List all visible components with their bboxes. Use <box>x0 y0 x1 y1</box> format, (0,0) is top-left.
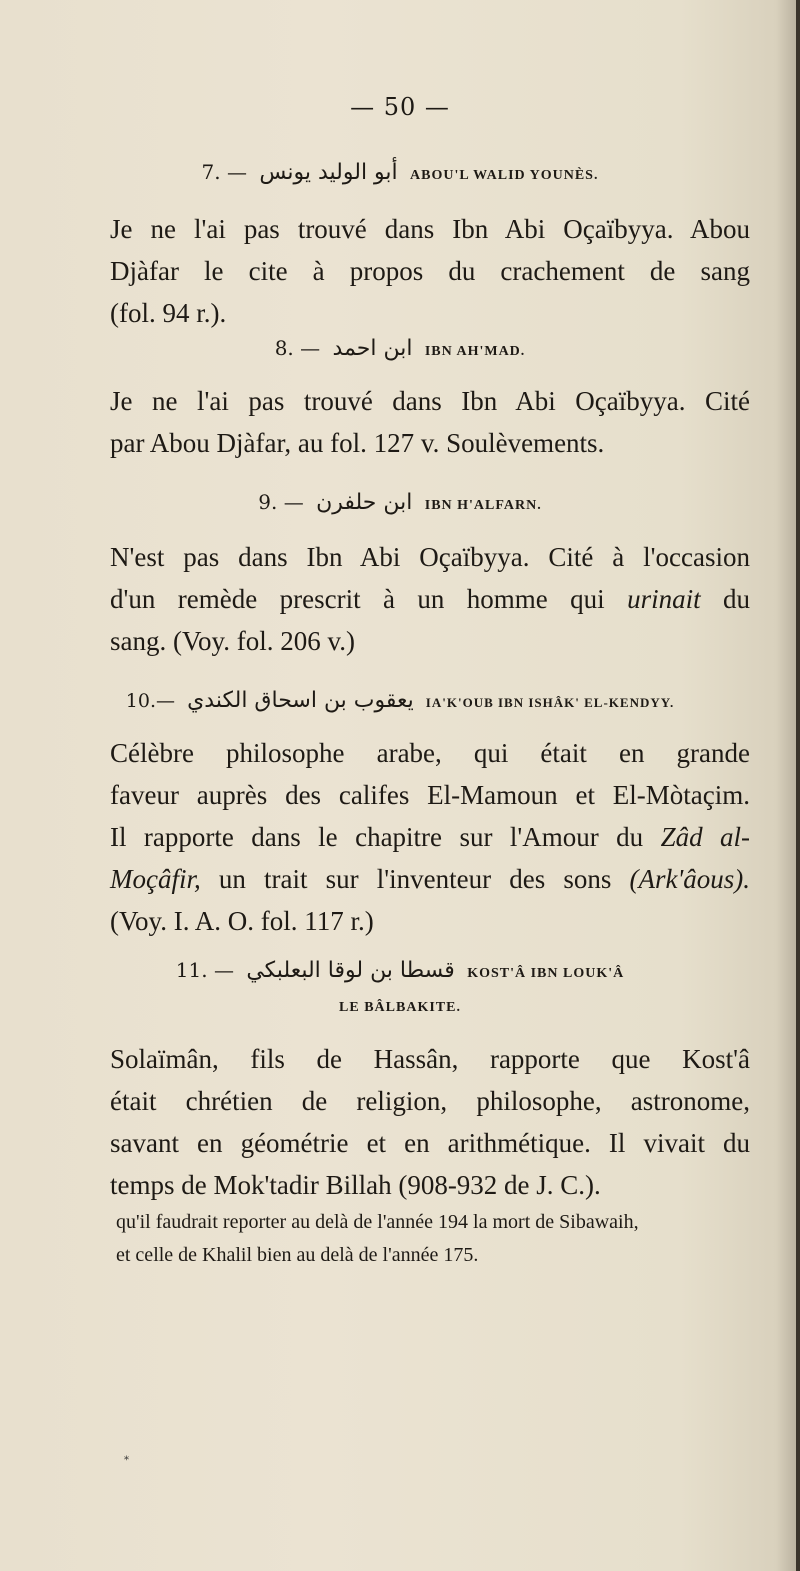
text-line: Célèbre philosophe arabe, qui était en grande <box>110 738 750 768</box>
footnote-line: qu'il faudrait reporter au delà de l'année 194 la mort de Sibawaih, <box>116 1211 639 1233</box>
entry-heading-7 <box>0 160 800 185</box>
italic-title: (Ark'âous). <box>629 864 751 894</box>
text-line: Djàfar le cite à propos du crachement de sang <box>110 256 750 286</box>
text-line: Je ne l'ai pas trouvé dans Ibn Abi Oçaïbyya. Cité <box>110 386 750 416</box>
page-edge <box>796 0 800 1571</box>
text-line: N'est pas dans Ibn Abi Oçaïbyya. Cité à l'occasion <box>110 542 750 572</box>
roman-name: IA'K'OUB IBN ISHÂK' EL-KENDYY. <box>425 695 675 710</box>
italic-word: urinait <box>627 584 701 614</box>
entry-text-7 <box>110 208 750 334</box>
text-line: sang. (Voy. fol. 206 v.) <box>110 626 355 656</box>
text-line: (fol. 94 r.). <box>110 298 227 328</box>
arabic-name: ابن حلفرن <box>316 490 413 515</box>
entry-number: 7. — <box>201 160 247 184</box>
arabic-name: قسطا بن لوقا البعلبكي <box>246 958 455 983</box>
printer-mark: * <box>124 1455 129 1466</box>
text-line: (Voy. I. A. O. fol. 117 r.) <box>110 906 374 936</box>
text-line: Je ne l'ai pas trouvé dans Ibn Abi Oçaïbyya. Abou <box>110 214 750 244</box>
entry-heading-9 <box>0 490 800 515</box>
text-line-with-title <box>110 858 750 900</box>
text-line: temps de Mok'tadir Billah (908-932 de J. C.). <box>110 1170 601 1200</box>
roman-name: IBN H'ALFARN. <box>424 498 542 513</box>
entry-number: 9. — <box>258 490 304 514</box>
text-line: par Abou Djàfar, au fol. 127 v. Soulèvements. <box>110 428 605 458</box>
arabic-name: ابن احمد <box>332 336 413 361</box>
entry-number: 10.— <box>125 690 176 712</box>
text-line: Solaïmân, fils de Hassân, rapporte que Kost'â <box>110 1044 750 1074</box>
roman-name: KOST'Â IBN LOUK'Â <box>467 966 625 981</box>
entry-text-10 <box>110 732 750 942</box>
entry-heading-10 <box>0 688 800 713</box>
entry-subheading-11: LE BÂLBAKITE. <box>339 1000 461 1015</box>
entry-text-8 <box>110 380 750 464</box>
text-line-with-title <box>110 816 750 858</box>
text-fragment: un trait sur l'inventeur des sons <box>218 864 612 894</box>
italic-title: Zâd al- <box>660 822 750 852</box>
entry-number: 8. — <box>274 336 321 360</box>
text-line-with-italic: d'un remède prescrit à un homme qui urinait du <box>110 584 750 614</box>
page-number: — 50 — <box>350 93 450 121</box>
entry-text-11 <box>110 1038 750 1206</box>
text-fragment: Il rapporte dans le chapitre sur l'Amour du <box>110 822 644 852</box>
entry-heading-8 <box>0 336 800 361</box>
entry-number: 11. — <box>175 958 234 982</box>
entry-text-9 <box>110 536 750 662</box>
footnote <box>116 1206 756 1272</box>
entry-heading-11 <box>0 958 800 983</box>
arabic-name: يعقوب بن اسحاق الكندي <box>187 688 414 713</box>
arabic-name: أبو الوليد يونس <box>259 160 398 185</box>
text-line: savant en géométrie et en arithmétique. Il vivait du <box>110 1128 750 1158</box>
roman-name: ABOU'L WALID YOUNÈS. <box>410 168 599 183</box>
roman-name: IBN AH'MAD. <box>424 344 526 359</box>
footnote-line: et celle de Khalil bien au delà de l'année 175. <box>116 1244 479 1266</box>
text-line: faveur auprès des califes El-Mamoun et El-Mòtaçim. <box>110 780 750 810</box>
italic-title: Moçâfir, <box>110 864 201 894</box>
text-line: était chrétien de religion, philosophe, astronome, <box>110 1086 750 1116</box>
